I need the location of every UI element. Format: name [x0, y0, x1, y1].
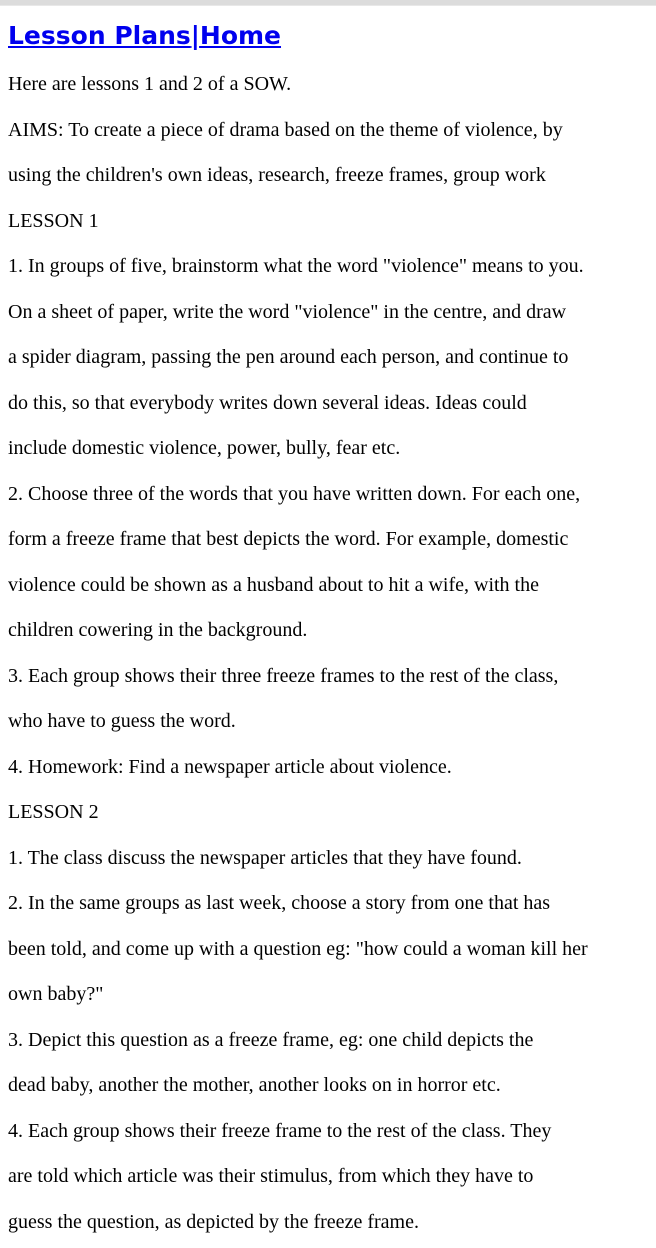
text-line: 2. Choose three of the words that you have written down. For each one, — [8, 482, 581, 505]
text-line: are told which article was their stimulus, from which they have to — [8, 1165, 534, 1187]
text-line: violence could be shown as a husband about to hit a wife, with the — [8, 573, 539, 596]
text-line: guess the question, as depicted by the freeze frame. — [8, 1210, 419, 1233]
text-line-lesson-2-heading: LESSON 2 — [8, 801, 99, 823]
lesson-plan-body — [8, 53, 648, 1245]
text-line: 4. Each group shows their freeze frame to the rest of the class. They — [8, 1119, 552, 1142]
text-line: Here are lessons 1 and 2 of a SOW. — [8, 73, 292, 95]
text-line: a spider diagram, passing the pen around each person, and continue to — [8, 346, 569, 368]
text-line: using the children's own ideas, research, freeze frames, group work — [8, 164, 546, 186]
text-line-lesson-1-heading: LESSON 1 — [8, 209, 99, 232]
nav-link-home[interactable]: Home — [199, 21, 282, 50]
nav-separator: | — [190, 21, 200, 50]
text-line: 4. Homework: Find a newspaper article about violence. — [8, 755, 452, 778]
page-title-nav — [8, 6, 648, 53]
text-line: children cowering in the background. — [8, 619, 308, 641]
text-line: include domestic violence, power, bully, fear etc. — [8, 437, 401, 459]
text-line: own baby?" — [8, 983, 104, 1005]
text-line: 3. Each group shows their three freeze frames to the rest of the class, — [8, 664, 559, 687]
text-line: 2. In the same groups as last week, choose a story from one that has — [8, 892, 551, 914]
text-line: On a sheet of paper, write the word "violence" in the centre, and draw — [8, 300, 567, 323]
text-line: 3. Depict this question as a freeze frame, eg: one child depicts the — [8, 1028, 534, 1051]
text-line: do this, so that everybody writes down several ideas. Ideas could — [8, 391, 527, 414]
text-line: who have to guess the word. — [8, 710, 236, 732]
text-line: dead baby, another the mother, another looks on in horror etc. — [8, 1074, 501, 1096]
text-line: been told, and come up with a question eg: "how could a woman kill her — [8, 937, 588, 960]
document-page — [0, 6, 656, 1245]
text-line: 1. The class discuss the newspaper articles that they have found. — [8, 846, 522, 869]
text-line: form a freeze frame that best depicts the word. For example, domestic — [8, 528, 569, 550]
nav-link-lesson-plans[interactable]: Lesson Plans — [8, 21, 191, 50]
text-line: AIMS: To create a piece of drama based on the theme of violence, by — [8, 118, 563, 141]
text-line: 1. In groups of five, brainstorm what the word "violence" means to you. — [8, 255, 584, 277]
